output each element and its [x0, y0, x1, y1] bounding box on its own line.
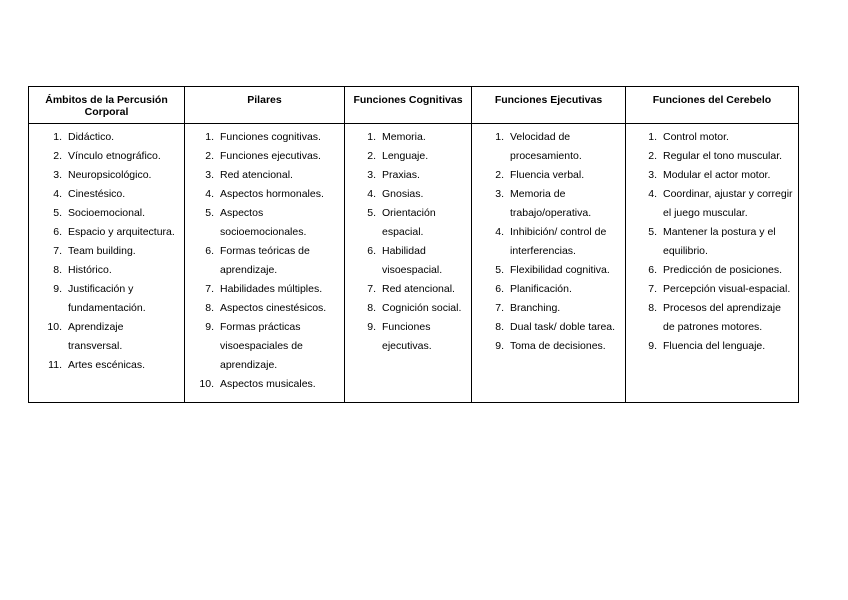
list-item-number: 2. [495, 169, 504, 181]
list-item-number: 10. [47, 321, 62, 333]
list-item-text: Artes escénicas. [68, 359, 146, 371]
list-item-number: 4. [495, 226, 504, 238]
list-item-text: Aspectos hormonales. [220, 188, 324, 200]
list-item-text: Aspectos socioemocionales. [220, 207, 307, 238]
list-item-text: Histórico. [68, 264, 112, 276]
list-item-number: 3. [495, 188, 504, 200]
list-item-number: 8. [205, 302, 214, 314]
list-item-number: 7. [495, 302, 504, 314]
list-item-text: Modular el actor motor. [663, 169, 771, 181]
list-item-text: Planificación. [510, 283, 572, 295]
list-item [29, 223, 184, 242]
list-item-text: Aprendizaje transversal. [68, 321, 124, 352]
list-item [626, 147, 798, 166]
list-item-number: 11. [48, 359, 62, 371]
cell-pilares [185, 124, 345, 403]
list-item [472, 128, 625, 166]
list-item-number: 2. [53, 150, 62, 162]
list-item [472, 280, 625, 299]
list-item [29, 204, 184, 223]
list-item-text: Procesos del aprendizaje de patrones motores. [663, 302, 781, 333]
list-item-text: Habilidades múltiples. [220, 283, 323, 295]
list-item-text: Vínculo etnográfico. [68, 150, 161, 162]
list-item-number: 7. [205, 283, 214, 295]
list-item-text: Red atencional. [382, 283, 455, 295]
list-item-number: 9. [367, 321, 376, 333]
list-funciones-cognitivas [345, 128, 471, 356]
list-item-text: Memoria. [382, 131, 426, 143]
list-item-text: Didáctico. [68, 131, 115, 143]
header-row [29, 87, 799, 124]
header-funciones-ejecutivas: Funciones Ejecutivas [472, 87, 626, 124]
list-item-text: Toma de decisiones. [510, 340, 606, 352]
list-item-number: 7. [53, 245, 62, 257]
list-item [29, 147, 184, 166]
list-item [29, 128, 184, 147]
header-ambitos: Ámbitos de la Percusión Corporal [29, 87, 185, 124]
list-item-text: Aspectos cinestésicos. [220, 302, 327, 314]
list-item-number: 1. [367, 131, 376, 143]
list-item [29, 280, 184, 318]
list-item-text: Regular el tono muscular. [663, 150, 783, 162]
list-item [29, 356, 184, 375]
list-ambitos [29, 128, 184, 375]
list-item-number: 1. [648, 131, 657, 143]
list-item [29, 242, 184, 261]
list-item-number: 10. [199, 378, 214, 390]
list-item-number: 4. [648, 188, 657, 200]
list-item-text: Flexibilidad cognitiva. [510, 264, 610, 276]
cell-funciones-cognitivas [345, 124, 472, 403]
list-item-number: 8. [53, 264, 62, 276]
list-item [345, 166, 471, 185]
list-item-number: 6. [205, 245, 214, 257]
list-item-text: Inhibición/ control de interferencias. [510, 226, 607, 257]
list-item-text: Habilidad visoespacial. [382, 245, 443, 276]
list-item-number: 5. [648, 226, 657, 238]
list-item-text: Funciones cognitivas. [220, 131, 321, 143]
cell-funciones-cerebelo [626, 124, 799, 403]
list-item-number: 4. [205, 188, 214, 200]
list-item [345, 280, 471, 299]
list-item-text: Velocidad de procesamiento. [510, 131, 582, 162]
list-item-text: Predicción de posiciones. [663, 264, 783, 276]
list-item-number: 9. [53, 283, 62, 295]
list-item [29, 318, 184, 356]
list-item-number: 6. [367, 245, 376, 257]
list-item-text: Aspectos musicales. [220, 378, 316, 390]
list-item-text: Percepción visual-espacial. [663, 283, 791, 295]
list-item-number: 9. [205, 321, 214, 333]
list-item-number: 8. [648, 302, 657, 314]
list-item [472, 166, 625, 185]
list-item [29, 166, 184, 185]
list-item [345, 299, 471, 318]
list-item-text: Branching. [510, 302, 561, 314]
list-item-number: 5. [205, 207, 214, 219]
list-item-number: 3. [53, 169, 62, 181]
list-item-text: Espacio y arquitectura. [68, 226, 175, 238]
list-item [345, 318, 471, 356]
list-item [472, 261, 625, 280]
content-row [29, 124, 799, 403]
list-item-text: Dual task/ doble tarea. [510, 321, 616, 333]
list-item [345, 204, 471, 242]
list-item [626, 299, 798, 337]
list-item-text: Formas prácticas visoespaciales de aprendizaje. [220, 321, 303, 371]
list-item-number: 6. [495, 283, 504, 295]
list-pilares [185, 128, 344, 394]
list-item [185, 299, 344, 318]
list-item-text: Team building. [68, 245, 136, 257]
list-item-number: 4. [367, 188, 376, 200]
list-item-number: 2. [205, 150, 214, 162]
list-item-number: 1. [53, 131, 62, 143]
list-item [345, 147, 471, 166]
header-funciones-cerebelo: Funciones del Cerebelo [626, 87, 799, 124]
list-item [185, 204, 344, 242]
cell-funciones-ejecutivas [472, 124, 626, 403]
list-item [472, 299, 625, 318]
list-item-number: 3. [367, 169, 376, 181]
list-item [185, 318, 344, 375]
list-item [185, 375, 344, 394]
list-item-number: 5. [367, 207, 376, 219]
list-item-text: Praxias. [382, 169, 420, 181]
list-item [185, 128, 344, 147]
list-item [626, 185, 798, 223]
list-item-text: Lenguaje. [382, 150, 429, 162]
list-item-text: Fluencia verbal. [510, 169, 585, 181]
list-item-text: Memoria de trabajo/operativa. [510, 188, 592, 219]
list-item-text: Control motor. [663, 131, 729, 143]
summary-table [28, 86, 799, 403]
list-item-number: 4. [53, 188, 62, 200]
list-item [345, 242, 471, 280]
list-item-text: Orientación espacial. [382, 207, 436, 238]
list-item-number: 9. [495, 340, 504, 352]
list-item-number: 8. [367, 302, 376, 314]
list-item-text: Gnosias. [382, 188, 424, 200]
list-item-number: 5. [53, 207, 62, 219]
list-item-number: 8. [495, 321, 504, 333]
list-item-text: Cognición social. [382, 302, 462, 314]
list-item [472, 318, 625, 337]
list-item-text: Fluencia del lenguaje. [663, 340, 766, 352]
list-funciones-ejecutivas [472, 128, 625, 356]
list-item-text: Neuropsicológico. [68, 169, 152, 181]
list-item-text: Mantener la postura y el equilibrio. [663, 226, 776, 257]
list-item [345, 128, 471, 147]
cell-ambitos [29, 124, 185, 403]
list-item-text: Cinestésico. [68, 188, 126, 200]
list-item [626, 261, 798, 280]
list-item [472, 185, 625, 223]
header-funciones-cognitivas: Funciones Cognitivas [345, 87, 472, 124]
list-item [185, 166, 344, 185]
list-item-text: Justificación y fundamentación. [68, 283, 146, 314]
list-funciones-cerebelo [626, 128, 798, 356]
list-item [29, 261, 184, 280]
list-item-number: 9. [648, 340, 657, 352]
list-item-text: Formas teóricas de aprendizaje. [220, 245, 310, 276]
list-item [626, 128, 798, 147]
list-item-number: 2. [648, 150, 657, 162]
header-pilares: Pilares [185, 87, 345, 124]
list-item-text: Red atencional. [220, 169, 293, 181]
list-item [626, 223, 798, 261]
list-item-number: 6. [648, 264, 657, 276]
list-item [185, 185, 344, 204]
list-item-text: Funciones ejecutivas. [382, 321, 432, 352]
list-item-number: 6. [53, 226, 62, 238]
list-item-number: 5. [495, 264, 504, 276]
list-item-number: 3. [205, 169, 214, 181]
list-item [185, 242, 344, 280]
list-item [626, 337, 798, 356]
list-item-number: 7. [648, 283, 657, 295]
list-item-text: Coordinar, ajustar y corregir el juego muscular. [663, 188, 793, 219]
list-item [345, 185, 471, 204]
list-item [626, 166, 798, 185]
list-item-number: 3. [648, 169, 657, 181]
list-item-text: Socioemocional. [68, 207, 146, 219]
list-item [472, 337, 625, 356]
list-item [472, 223, 625, 261]
list-item [185, 280, 344, 299]
list-item-number: 1. [495, 131, 504, 143]
list-item-number: 1. [205, 131, 214, 143]
list-item-number: 7. [367, 283, 376, 295]
list-item-text: Funciones ejecutivas. [220, 150, 321, 162]
list-item [29, 185, 184, 204]
list-item-number: 2. [367, 150, 376, 162]
list-item [185, 147, 344, 166]
list-item [626, 280, 798, 299]
